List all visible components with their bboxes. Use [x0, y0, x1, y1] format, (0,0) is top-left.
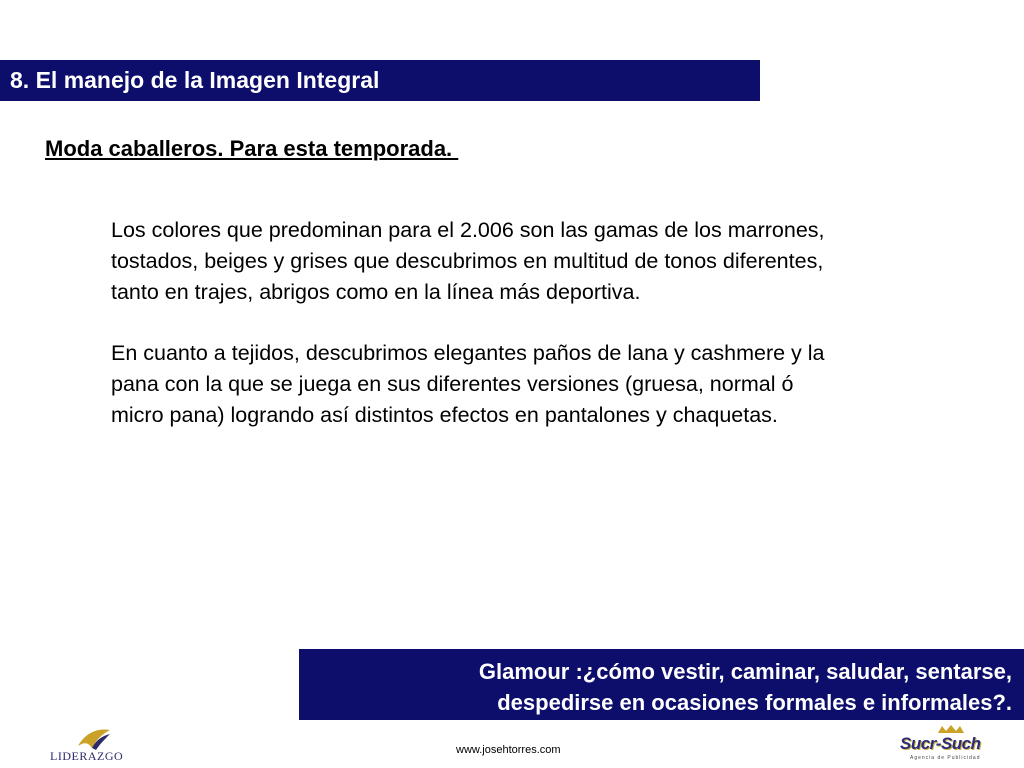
sucr-such-logo — [892, 724, 984, 766]
slide-title-bar — [0, 60, 760, 101]
footer-url: www.josehtorres.com — [456, 744, 561, 756]
callout-line-2: despedirse en ocasiones formales e informales?. — [497, 690, 1012, 715]
liderazgo-logo-text: LIDERAZGO — [50, 749, 124, 763]
sucr-such-crown-icon — [936, 724, 966, 734]
bird-logo-icon — [74, 724, 114, 752]
paragraph-fabrics: En cuanto a tejidos, descubrimos elegantes paños de lana y cashmere y la pana con la que se juega en sus diferentes versiones (gruesa, normal ó micro pana) logrando así distintos efectos en pantalones y chaquetas. — [111, 341, 825, 427]
paragraph-colors: Los colores que predominan para el 2.006 son las gamas de los marrones, tostados, beiges y grises que descubrimos en multitud de tonos diferentes, tanto en trajes, abrigos como en la línea más deportiva. — [111, 218, 825, 304]
glamour-callout — [299, 649, 1024, 720]
body-content — [111, 215, 851, 461]
sucr-such-logo-subtext: Agencia de Publicidad — [910, 755, 981, 761]
liderazgo-logo — [50, 724, 130, 766]
slide-title: 8. El manejo de la Imagen Integral — [10, 67, 380, 93]
section-subheading: Moda caballeros. Para esta temporada. — [45, 136, 459, 161]
sucr-such-logo-text: Sucr-Such — [900, 734, 981, 753]
callout-line-1: Glamour :¿cómo vestir, caminar, saludar, sentarse, — [478, 659, 1012, 684]
